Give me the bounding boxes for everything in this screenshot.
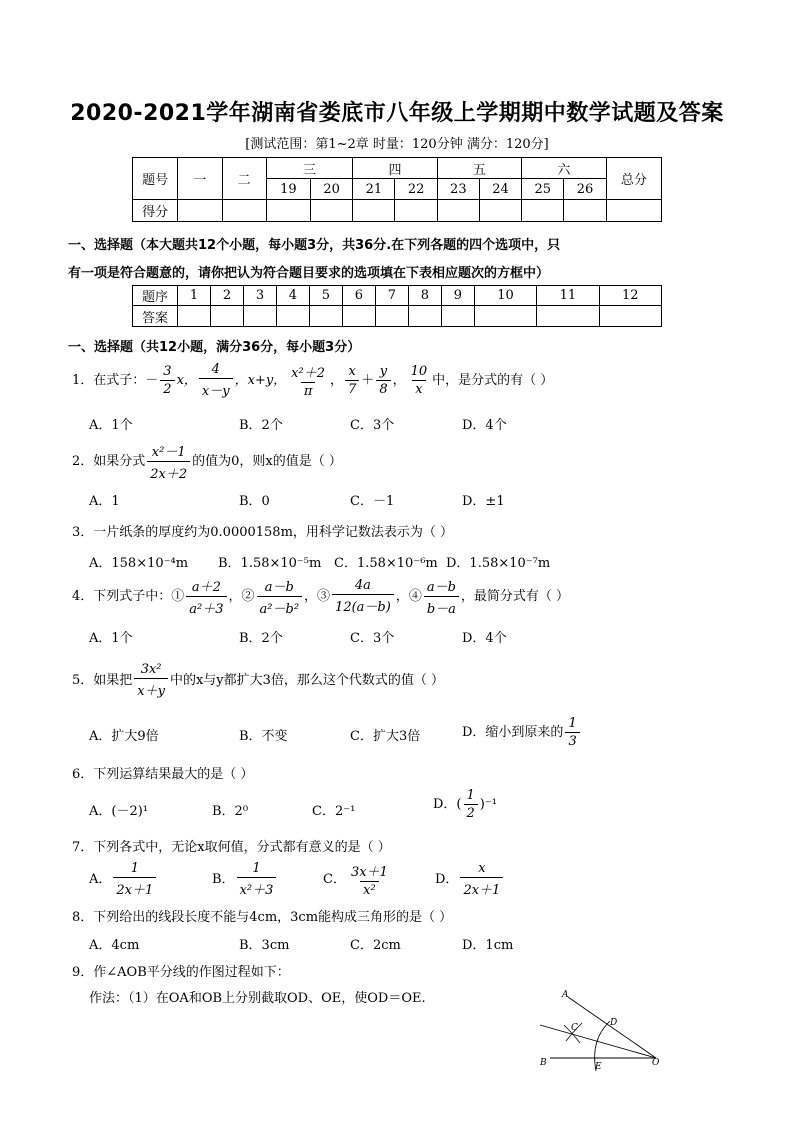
q6-option-d[interactable]: D．( $\frac{1}{2}$ )⁻¹ [433,788,497,821]
score-header-label: 题号 [133,158,178,200]
answer-cell[interactable] [599,306,661,327]
fraction: $\frac{4a}{12(a-b)}$ [332,578,394,615]
section1-intro-line2: 有一项是符合题意的，请你把认为符合题目要求的选项填在下表相应题次的方框中） [68,266,550,281]
answer-num: 11 [537,286,599,306]
score-header-total: 总分 [606,158,661,200]
q5-option-c[interactable]: C．扩大3倍 [350,729,421,744]
question-3: 3．一片纸条的厚度约为0.0000158m，用科学记数法表示为（ ） [72,525,454,540]
q1-option-a[interactable]: A．1个 [89,418,133,433]
fraction: $\frac{\text{3x²}}{x+y}$ [134,662,168,699]
q4-option-c[interactable]: C．3个 [350,631,395,646]
fraction: $\frac{a+2}{\text{a²＋3}}$ [186,576,226,617]
question-1: 1．在式子：－ $\frac{3}{2}$ x， $\frac{4}{x-y}$ ，x+y， $\frac{\text{x²＋2}}{\pi}$ ， $\frac{x}{7}$ ＋ $\frac{y}{8}$ ， $\frac{10}{x}$ 中，是分式的有（ ） [72,362,554,399]
fraction: $\frac{1}{2x+1}$ [113,861,156,898]
q8-option-b[interactable]: B．3cm [239,938,290,953]
score-cell[interactable] [522,200,564,222]
answer-cell[interactable] [375,306,408,327]
q7-option-c[interactable]: C． $\frac{3x+1}{\text{x²}}$ [323,861,393,898]
question-7: 7．下列各式中，无论x取何值，分式都有意义的是（ ） [72,840,391,855]
q2-option-d[interactable]: D．±1 [462,494,505,509]
answer-num: 9 [441,286,474,306]
fraction: $\frac{1}{\text{x²＋3}}$ [237,861,277,898]
fraction: $\frac{4}{x-y}$ [199,362,233,399]
question-5: 5．如果把 $\frac{\text{3x²}}{x+y}$ 中的x与y都扩大3倍，那么这个代数式的值（ ） [72,662,445,699]
score-cell[interactable] [311,200,353,222]
label-d: D [610,1018,618,1028]
answer-cell[interactable] [243,306,276,327]
q2-option-a[interactable]: A．1 [89,494,120,509]
q4-option-a[interactable]: A．1个 [89,631,133,646]
answer-table [132,285,662,327]
answer-cell[interactable] [178,306,211,327]
score-cell[interactable] [178,200,222,222]
answer-cell[interactable] [408,306,441,327]
q8-option-c[interactable]: C．2cm [350,938,401,953]
score-header-part1: 一 [178,158,222,200]
fraction: $\frac{a-b}{b-a}$ [424,576,459,617]
fraction: $\frac{x}{2x+1}$ [460,861,503,898]
answer-num: 2 [210,286,243,306]
q8-option-d[interactable]: D．1cm [462,938,514,953]
q7-option-d[interactable]: D． $\frac{x}{2x+1}$ [435,861,505,898]
score-sub-19: 19 [266,179,310,200]
score-sub-20: 20 [311,179,353,200]
q2-option-c[interactable]: C．－1 [350,494,395,509]
fraction: $\frac{1}{2}$ [464,788,478,821]
answer-num: 12 [599,286,661,306]
q1-option-b[interactable]: B．2个 [239,418,283,433]
q6-option-b[interactable]: B．2⁰ [212,804,249,819]
q5-option-d[interactable]: D．缩小到原来的 $\frac{1}{3}$ [462,716,582,749]
score-cell[interactable] [395,200,437,222]
score-header-part4: 四 [353,158,437,179]
label-e: E [595,1062,602,1072]
section1-intro-line1: 一、选择题（本大题共12个小题，每小题3分，共36分.在下列各题的四个选项中，只 [68,238,561,253]
answer-num: 3 [243,286,276,306]
label-b: B [540,1058,547,1068]
question-9-method: 作法：（1）在OA和OB上分别截取OD、OE，使OD＝OE. [89,991,426,1006]
answer-cell[interactable] [441,306,474,327]
fraction: $\frac{\text{x²＋2}}{\pi}$ [291,366,325,399]
q5-option-b[interactable]: B．不变 [239,729,288,744]
q3-option-d[interactable]: D．1.58×10⁻⁷m [446,556,551,571]
q3-option-b[interactable]: B．1.58×10⁻⁵m [218,556,322,571]
score-row-label: 得分 [133,200,178,222]
label-c: C [571,1023,578,1033]
score-cell[interactable] [266,200,310,222]
page-title: 2020-2021学年湖南省娄底市八年级上学期期中数学试题及答案 [70,101,724,126]
question-4: 4．下列式子中：① $\frac{a+2}{\text{a²＋3}}$ ，② $\frac{a-b}{\text{a²－b²}}$ ，③ $\frac{4a}{12(a-b)}$ ，④ $\frac{a-b}{b-a}$ ，最简分式有（ ） [72,578,570,617]
answer-cell[interactable] [342,306,375,327]
label-o: O [652,1058,660,1068]
q3-option-c[interactable]: C．1.58×10⁻⁶m [334,556,438,571]
answer-num: 7 [375,286,408,306]
score-sub-24: 24 [479,179,521,200]
question-2: 2．如果分式 $\frac{\text{x²－1}}{2x+2}$ 的值为0，则x的值是（ ） [72,441,342,482]
answer-label-answer: 答案 [133,306,178,327]
q2-option-b[interactable]: B．0 [239,494,270,509]
score-cell[interactable] [606,200,661,222]
fraction: $\frac{3}{2}$ [160,364,174,397]
score-sub-21: 21 [353,179,395,200]
score-cell[interactable] [222,200,266,222]
answer-cell[interactable] [474,306,536,327]
fraction: $\frac{1}{3}$ [565,716,579,749]
score-table [132,157,662,222]
question-6: 6．下列运算结果最大的是（ ） [72,767,254,782]
label-a: A [562,990,569,1000]
page-subtitle: [测试范围：第1~2章 时量：120分钟 满分：120分] [245,137,549,152]
score-header-part2: 二 [222,158,266,200]
question-9: 9．作∠AOB平分线的作图过程如下： [72,965,290,980]
answer-label-number: 题序 [133,286,178,306]
score-header-part3: 三 [266,158,352,179]
score-sub-23: 23 [437,179,479,200]
q1-option-c[interactable]: C．3个 [350,418,395,433]
answer-num: 6 [342,286,375,306]
score-header-part5: 五 [437,158,521,179]
score-cell[interactable] [564,200,606,222]
score-cell[interactable] [437,200,479,222]
q6-option-c[interactable]: C．2⁻¹ [312,804,356,819]
q1-option-d[interactable]: D．4个 [462,418,507,433]
q5-option-a[interactable]: A．扩大9倍 [89,729,159,744]
section1-heading: 一、选择题（共12小题，满分36分，每小题3分） [68,340,361,355]
answer-cell[interactable] [309,306,342,327]
q7-option-b[interactable]: B． $\frac{1}{\text{x²＋3}}$ [212,861,278,898]
q6-option-a[interactable]: A．(－2)¹ [89,804,149,819]
answer-num: 5 [309,286,342,306]
answer-num: 4 [276,286,309,306]
question-8: 8．下列给出的线段长度不能与4cm，3cm能构成三角形的是（ ） [72,910,453,925]
fraction: $\frac{x}{7}$ [345,364,359,397]
answer-cell[interactable] [276,306,309,327]
fraction: $\frac{\text{x²－1}}{2x+2}$ [147,441,190,482]
fraction: $\frac{y}{8}$ [376,364,390,397]
q3-option-a[interactable]: A．158×10⁻⁴m [89,556,189,571]
score-header-part6: 六 [522,158,606,179]
score-cell[interactable] [479,200,521,222]
q4-option-d[interactable]: D．4个 [462,631,507,646]
answer-num: 8 [408,286,441,306]
q4-option-b[interactable]: B．2个 [239,631,283,646]
score-sub-25: 25 [522,179,564,200]
score-sub-26: 26 [564,179,606,200]
answer-num: 10 [474,286,536,306]
fraction: $\frac{a-b}{\text{a²－b²}}$ [257,576,303,617]
ray-oc [540,1025,656,1058]
q8-option-a[interactable]: A．4cm [89,938,140,953]
answer-num: 1 [178,286,211,306]
answer-cell[interactable] [210,306,243,327]
q7-option-a[interactable]: A． $\frac{1}{2x+1}$ [89,861,158,898]
angle-bisector-figure [530,985,680,1075]
fraction: $\frac{10}{x}$ [410,364,428,397]
score-cell[interactable] [353,200,395,222]
answer-cell[interactable] [537,306,599,327]
score-sub-22: 22 [395,179,437,200]
fraction: $\frac{3x+1}{\text{x²}}$ [350,865,388,898]
